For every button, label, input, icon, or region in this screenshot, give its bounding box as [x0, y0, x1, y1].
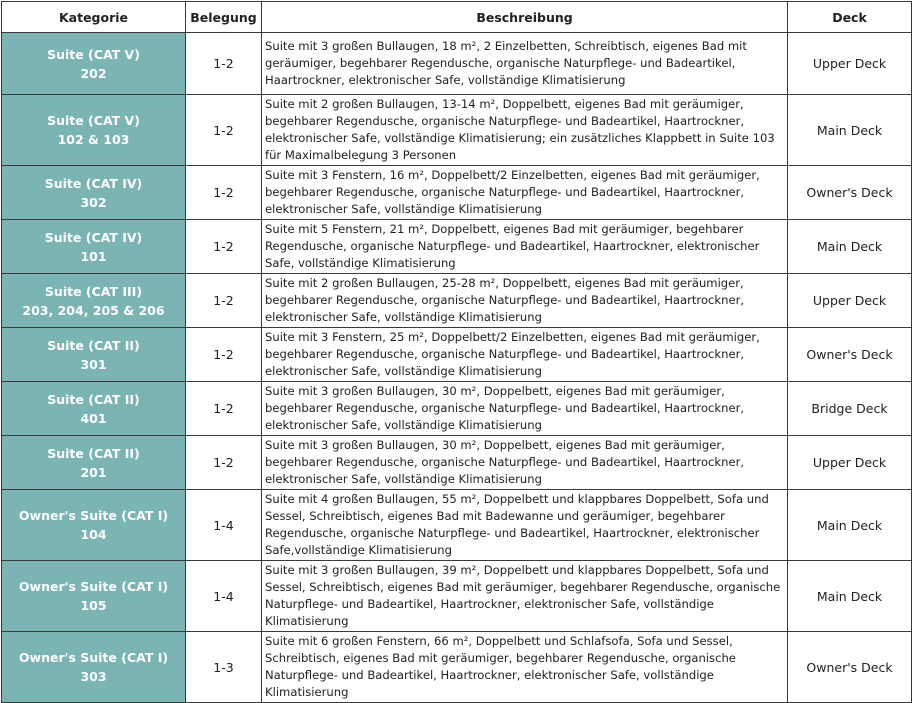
category-cell	[2, 33, 186, 95]
deck-cell: Owner's Deck	[788, 328, 912, 382]
occupancy-cell: 1-2	[186, 33, 262, 95]
occupancy-cell: 1-2	[186, 436, 262, 490]
category-cell	[2, 328, 186, 382]
table-row	[2, 436, 912, 490]
header-occupancy: Belegung	[186, 2, 262, 33]
header-deck: Deck	[788, 2, 912, 33]
suite-number: 201	[80, 464, 107, 480]
description-cell: Suite mit 6 großen Fenstern, 66 m², Doppelbett und Schlafsofa, Sofa und Sessel, Schreibtisch, eigenes Bad mit geräumiger, begehbarer Regendusche, organische Naturpflege- und Badeartikel, Haartrockner, elektronischer Safe, vollständige Klimatisierung	[262, 632, 788, 703]
description-cell: Suite mit 3 großen Bullaugen, 30 m², Doppelbett, eigenes Bad mit geräumiger, begehbarer Regendusche, organische Naturpflege- und Badeartikel, Haartrockner, elektronischer Safe, vollständige Klimatisierung	[262, 436, 788, 490]
table-header-row	[2, 2, 912, 33]
category-cell	[2, 561, 186, 632]
deck-cell: Upper Deck	[788, 33, 912, 95]
suite-number: 104	[80, 527, 107, 542]
table-row	[2, 33, 912, 95]
suite-number: 302	[80, 194, 107, 210]
table-row	[2, 328, 912, 382]
description-cell: Suite mit 2 großen Bullaugen, 25-28 m², Doppelbett, eigenes Bad mit geräumiger, begehbarer Regendusche, organische Naturpflege- und Badeartikel, Haartrockner, elektronischer Safe, vollständige Klimatisierung	[262, 274, 788, 328]
suite-table	[1, 1, 912, 703]
suite-number: 101	[80, 248, 107, 264]
table-row	[2, 220, 912, 274]
category-name: Suite (CAT III)	[44, 283, 143, 299]
header-category: Kategorie	[2, 2, 186, 33]
category-cell	[2, 490, 186, 561]
table-row	[2, 382, 912, 436]
table-row	[2, 632, 912, 703]
description-cell: Suite mit 3 Fenstern, 25 m², Doppelbett/2 Einzelbetten, eigenes Bad mit geräumiger, begehbarer Regendusche, organische Naturpflege- und Badeartikel, Haartrockner, elektronischer Safe, vollständige Klimatisierung	[262, 328, 788, 382]
occupancy-cell: 1-4	[186, 561, 262, 632]
occupancy-cell: 1-2	[186, 274, 262, 328]
category-cell	[2, 274, 186, 328]
suite-number: 102 & 103	[57, 132, 130, 147]
category-name: Suite (CAT II)	[47, 391, 140, 407]
occupancy-cell: 1-2	[186, 328, 262, 382]
deck-cell: Main Deck	[788, 95, 912, 166]
deck-cell: Owner's Deck	[788, 166, 912, 220]
table-row	[2, 561, 912, 632]
suite-number: 203, 204, 205 & 206	[22, 302, 165, 318]
category-cell	[2, 220, 186, 274]
table-row	[2, 95, 912, 166]
category-name: Suite (CAT IV)	[44, 229, 143, 245]
category-name: Owner's Suite (CAT I)	[18, 650, 169, 665]
category-cell	[2, 166, 186, 220]
description-cell: Suite mit 3 großen Bullaugen, 30 m², Doppelbett, eigenes Bad mit geräumiger, begehbarer Regendusche, organische Naturpflege- und Badeartikel, Haartrockner, elektronischer Safe, vollständige Klimatisierung	[262, 382, 788, 436]
occupancy-cell: 1-2	[186, 95, 262, 166]
category-cell	[2, 436, 186, 490]
deck-cell: Main Deck	[788, 490, 912, 561]
occupancy-cell: 1-2	[186, 382, 262, 436]
occupancy-cell: 1-4	[186, 490, 262, 561]
deck-cell: Bridge Deck	[788, 382, 912, 436]
occupancy-cell: 1-2	[186, 166, 262, 220]
description-cell: Suite mit 3 Fenstern, 16 m², Doppelbett/2 Einzelbetten, eigenes Bad mit geräumiger, begehbarer Regendusche, organische Naturpflege- und Badeartikel, Haartrockner, elektronischer Safe, vollständige Klimatisierung	[262, 166, 788, 220]
category-name: Suite (CAT IV)	[44, 175, 143, 191]
occupancy-cell: 1-3	[186, 632, 262, 703]
occupancy-cell: 1-2	[186, 220, 262, 274]
category-cell	[2, 95, 186, 166]
category-name: Owner's Suite (CAT I)	[18, 579, 169, 594]
description-cell: Suite mit 5 Fenstern, 21 m², Doppelbett, eigenes Bad mit geräumiger, begehbarer Regendusche, organische Naturpflege- und Badeartikel, Haartrockner, elektronischer Safe, vollständige Klimatisierung	[262, 220, 788, 274]
category-name: Suite (CAT II)	[47, 445, 140, 461]
description-cell: Suite mit 2 großen Bullaugen, 13-14 m², Doppelbett, eigenes Bad mit geräumiger, begehbarer Regendusche, organische Naturpflege- und Badeartikel, Haartrockner, elektronischer Safe, vollständige Klimatisierung; ein zusätzliches Klappbett in Suite 103 für Maximalbelegung 3 Personen	[262, 95, 788, 166]
category-cell	[2, 382, 186, 436]
header-description: Beschreibung	[262, 2, 788, 33]
category-name: Suite (CAT V)	[47, 113, 140, 128]
suite-number: 301	[80, 356, 107, 372]
suite-number: 202	[80, 65, 107, 81]
deck-cell: Upper Deck	[788, 436, 912, 490]
category-cell	[2, 632, 186, 703]
table-row	[2, 490, 912, 561]
description-cell: Suite mit 3 großen Bullaugen, 18 m², 2 Einzelbetten, Schreibtisch, eigenes Bad mit geräumiger, begehbarer Regendusche, organische Naturpflege- und Badeartikel, Haartrockner, elektronischer Safe, vollständige Klimatisierung	[262, 33, 788, 95]
deck-cell: Owner's Deck	[788, 632, 912, 703]
description-cell: Suite mit 3 großen Bullaugen, 39 m², Doppelbett und klappbares Doppelbett, Sofa und Sessel, Schreibtisch, eigenes Bad mit geräumiger, begehbarer Regendusche, organische Naturpflege- und Badeartikel, Haartrockner, elektronischer Safe, vollständige Klimatisierung	[262, 561, 788, 632]
table-row	[2, 166, 912, 220]
suite-number: 401	[80, 410, 107, 426]
deck-cell: Upper Deck	[788, 274, 912, 328]
deck-cell: Main Deck	[788, 561, 912, 632]
category-name: Owner's Suite (CAT I)	[18, 508, 169, 523]
suite-number: 303	[80, 669, 107, 684]
category-name: Suite (CAT II)	[47, 337, 140, 353]
suite-number: 105	[80, 598, 107, 613]
deck-cell: Main Deck	[788, 220, 912, 274]
description-cell: Suite mit 4 großen Bullaugen, 55 m², Doppelbett und klappbares Doppelbett, Sofa und Sessel, Schreibtisch, eigenes Bad mit Badewanne und geräumiger, begehbarer Regendusche, organische Naturpflege- und Badeartikel, Haartrockner, elektronischer Safe,vollständige Klimatisierung	[262, 490, 788, 561]
table-row	[2, 274, 912, 328]
category-name: Suite (CAT V)	[47, 46, 140, 62]
